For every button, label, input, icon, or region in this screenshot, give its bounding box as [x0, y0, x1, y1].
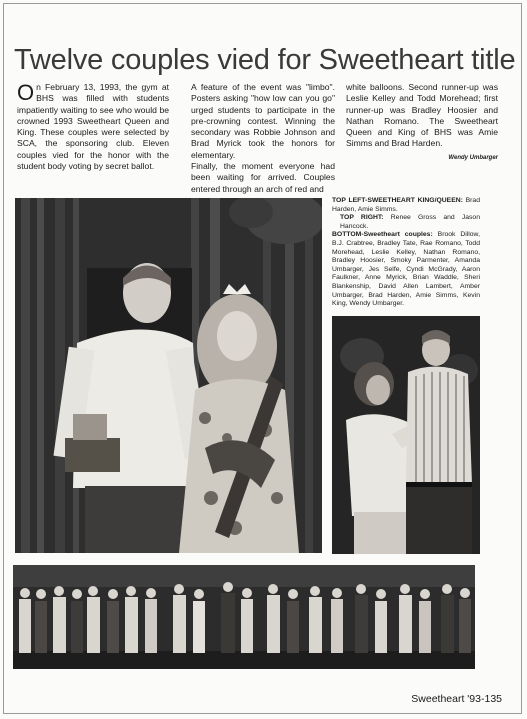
- article-paragraph: white balloons. Second runner-up was Leslie Kelley and Todd Morehead; first runner-up was Bradley Hoosier and Nathan Romano. The Sweetheart Queen and King of BHS was Amie Simms and Brad Harden.: [346, 82, 498, 149]
- photo-dancing-couple: [332, 316, 480, 554]
- caption-label: TOP LEFT-SWEETHEART KING/QUEEN:: [332, 197, 463, 204]
- article-column-3: [346, 82, 498, 164]
- article-column-2: [183, 82, 335, 195]
- photo-sweetheart-couples: [13, 565, 475, 669]
- caption-top-right: [332, 214, 480, 231]
- caption-top-left: [332, 197, 480, 214]
- caption-label: TOP RIGHT:: [340, 214, 384, 222]
- page-title: Twelve couples vied for Sweetheart title: [14, 44, 516, 76]
- article-text: n February 13, 1993, the gym at BHS was filled with students impatiently waiting to see who would be crowned 1993 Sweetheart Queen and King. These couples were selected by SCA, the sponsoring club. Eleven couples vied for the honor with the student body voting by secret ballot.: [17, 82, 169, 172]
- photo-sweetheart-couples-image: [13, 565, 475, 669]
- photo-king-queen-image: [15, 198, 322, 553]
- caption-label: BOTTOM-Sweetheart couples:: [332, 231, 433, 239]
- page-footer: Sweetheart '93-135: [411, 693, 502, 705]
- article-paragraph: Finally, the moment everyone had been waiting for arrived. Couples entered through an arch of red and: [191, 161, 335, 194]
- photo-king-queen: [15, 198, 322, 553]
- caption-text: Brook Dillow, B.J. Crabtree, Bradley Tate, Rae Romano, Todd Morehead, Leslie Kelley, Nathan Romano, Bradley Hoosier, Smoky Parmenter, Amanda Umbarger, Jes Selfe, Cyndi McGrady, Aaron Faulkner, Anne Myrick, Brian Waddle, Sheri Blankenship, David Allen Lambert, Amber Umbarger, Brad Harden, Amie Simms, Kevin King, Wendy Umbarger.: [332, 231, 480, 308]
- article-paragraph: A feature of the event was "limbo". Posters asking "how low can you go" urged students to participate in the pre-crowning contest. Winning the secondary was Robbie Johnson and Brad Myrick took the honors for elementary.: [191, 82, 335, 160]
- article-paragraph: [17, 82, 169, 172]
- photo-caption: [332, 197, 480, 309]
- article-column-1: [17, 82, 169, 172]
- byline: Wendy Umbarger: [448, 154, 498, 161]
- photo-dancing-couple-image: [332, 316, 480, 554]
- caption-text: Brad Harden, Amie Simms.: [332, 197, 480, 213]
- caption-bottom: [332, 231, 480, 308]
- drop-cap: O: [17, 80, 35, 105]
- caption-text: Renee Gross and Jason Hancock.: [340, 214, 480, 230]
